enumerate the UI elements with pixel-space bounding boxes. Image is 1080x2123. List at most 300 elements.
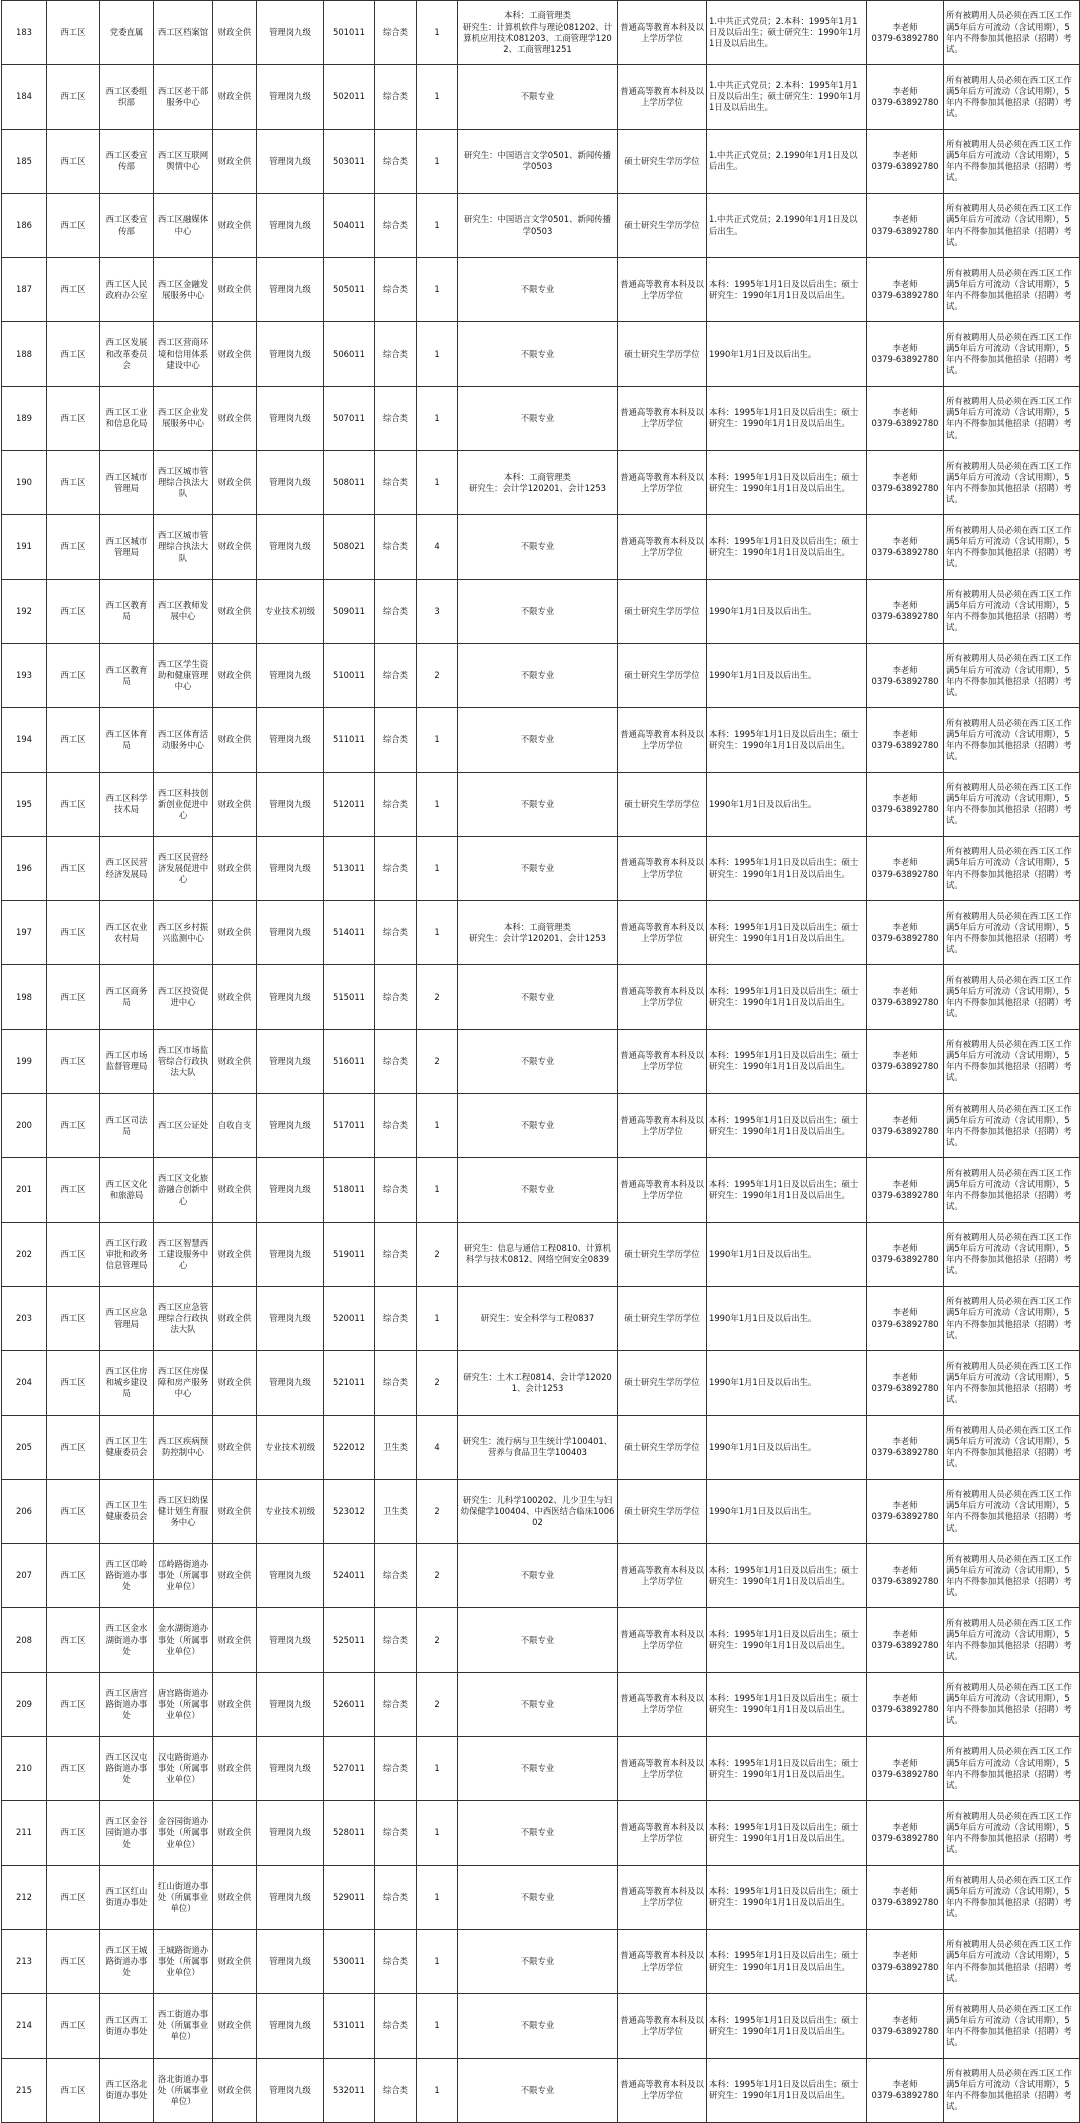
row-number-cell: 193 [2, 643, 47, 707]
headcount-cell: 1 [417, 1, 458, 65]
funding-type-cell: 财政全供 [213, 1158, 257, 1222]
county-cell: 西工区 [47, 1222, 100, 1286]
unit-name-cell: 西工区公证处 [154, 1094, 213, 1158]
funding-type-cell: 财政全供 [213, 65, 257, 129]
exam-category-cell: 综合类 [375, 1222, 417, 1286]
county-cell: 西工区 [47, 515, 100, 579]
headcount-cell: 2 [417, 1608, 458, 1672]
contact-cell: 李老师 0379-63892780 [867, 1351, 944, 1415]
education-requirement-cell: 普通高等教育本科及以上学历学位 [618, 1929, 707, 1993]
major-requirement-cell: 研究生：中国语言文学0501、新闻传播学0503 [458, 129, 618, 193]
major-requirement-cell: 不限专业 [458, 1158, 618, 1222]
other-requirements-cell: 本科：1995年1月1日及以后出生；硕士研究生：1990年1月1日及以后出生。 [707, 451, 867, 515]
county-cell: 西工区 [47, 1479, 100, 1543]
table-row [2, 643, 1080, 707]
county-cell: 西工区 [47, 129, 100, 193]
education-requirement-cell: 普通高等教育本科及以上学历学位 [618, 451, 707, 515]
funding-type-cell: 财政全供 [213, 579, 257, 643]
table-row [2, 65, 1080, 129]
department-cell: 西工区行政审批和政务信息管理局 [100, 1222, 154, 1286]
exam-category-cell: 综合类 [375, 1672, 417, 1736]
row-number-cell: 202 [2, 1222, 47, 1286]
position-code-cell: 512011 [324, 772, 375, 836]
position-level-cell: 管理岗九级 [257, 772, 324, 836]
other-requirements-cell: 本科：1995年1月1日及以后出生；硕士研究生：1990年1月1日及以后出生。 [707, 2058, 867, 2122]
headcount-cell: 2 [417, 965, 458, 1029]
position-level-cell: 管理岗九级 [257, 901, 324, 965]
position-code-cell: 501011 [324, 1, 375, 65]
county-cell: 西工区 [47, 1672, 100, 1736]
table-row [2, 258, 1080, 322]
county-cell: 西工区 [47, 451, 100, 515]
table-row [2, 1158, 1080, 1222]
unit-name-cell: 西工区应急管理综合行政执法大队 [154, 1286, 213, 1350]
exam-category-cell: 卫生类 [375, 1415, 417, 1479]
table-row [2, 1737, 1080, 1801]
position-level-cell: 管理岗九级 [257, 193, 324, 257]
major-requirement-cell: 研究生：信息与通信工程0810、计算机科学与技术0812、网络空间安全0839 [458, 1222, 618, 1286]
table-row [2, 708, 1080, 772]
other-requirements-cell: 1.中共正式党员；2.1990年1月1日及以后出生。 [707, 129, 867, 193]
education-requirement-cell: 普通高等教育本科及以上学历学位 [618, 1608, 707, 1672]
remarks-cell: 所有被聘用人员必须在西工区工作满5年后方可流动（含试用期），5年内不得参加其他招录（招聘）考试。 [944, 515, 1080, 579]
unit-name-cell: 西工区教师发展中心 [154, 579, 213, 643]
funding-type-cell: 财政全供 [213, 1672, 257, 1736]
remarks-cell: 所有被聘用人员必须在西工区工作满5年后方可流动（含试用期），5年内不得参加其他招录（招聘）考试。 [944, 836, 1080, 900]
other-requirements-cell: 本科：1995年1月1日及以后出生；硕士研究生：1990年1月1日及以后出生。 [707, 1158, 867, 1222]
headcount-cell: 1 [417, 1737, 458, 1801]
table-row [2, 1351, 1080, 1415]
remarks-cell: 所有被聘用人员必须在西工区工作满5年后方可流动（含试用期），5年内不得参加其他招录（招聘）考试。 [944, 65, 1080, 129]
exam-category-cell: 综合类 [375, 643, 417, 707]
education-requirement-cell: 普通高等教育本科及以上学历学位 [618, 1158, 707, 1222]
row-number-cell: 191 [2, 515, 47, 579]
county-cell: 西工区 [47, 65, 100, 129]
department-cell: 西工区教育局 [100, 579, 154, 643]
contact-cell: 李老师 0379-63892780 [867, 193, 944, 257]
education-requirement-cell: 普通高等教育本科及以上学历学位 [618, 1544, 707, 1608]
table-row [2, 1672, 1080, 1736]
other-requirements-cell: 本科：1995年1月1日及以后出生；硕士研究生：1990年1月1日及以后出生。 [707, 836, 867, 900]
other-requirements-cell: 1990年1月1日及以后出生。 [707, 772, 867, 836]
funding-type-cell: 财政全供 [213, 901, 257, 965]
row-number-cell: 213 [2, 1929, 47, 1993]
headcount-cell: 1 [417, 772, 458, 836]
county-cell: 西工区 [47, 901, 100, 965]
position-level-cell: 管理岗九级 [257, 1158, 324, 1222]
remarks-cell: 所有被聘用人员必须在西工区工作满5年后方可流动（含试用期），5年内不得参加其他招录（招聘）考试。 [944, 193, 1080, 257]
other-requirements-cell: 1990年1月1日及以后出生。 [707, 643, 867, 707]
row-number-cell: 187 [2, 258, 47, 322]
table-row [2, 579, 1080, 643]
funding-type-cell: 财政全供 [213, 772, 257, 836]
unit-name-cell: 西工区企业发展服务中心 [154, 386, 213, 450]
other-requirements-cell: 本科：1995年1月1日及以后出生；硕士研究生：1990年1月1日及以后出生。 [707, 1544, 867, 1608]
major-requirement-cell: 研究生：中国语言文学0501、新闻传播学0503 [458, 193, 618, 257]
table-row [2, 836, 1080, 900]
funding-type-cell: 财政全供 [213, 386, 257, 450]
exam-category-cell: 综合类 [375, 1737, 417, 1801]
position-code-cell: 519011 [324, 1222, 375, 1286]
headcount-cell: 3 [417, 579, 458, 643]
table-row [2, 1801, 1080, 1865]
position-code-cell: 518011 [324, 1158, 375, 1222]
remarks-cell: 所有被聘用人员必须在西工区工作满5年后方可流动（含试用期），5年内不得参加其他招录（招聘）考试。 [944, 1865, 1080, 1929]
contact-cell: 李老师 0379-63892780 [867, 1865, 944, 1929]
remarks-cell: 所有被聘用人员必须在西工区工作满5年后方可流动（含试用期），5年内不得参加其他招录（招聘）考试。 [944, 1801, 1080, 1865]
row-number-cell: 210 [2, 1737, 47, 1801]
department-cell: 西工区城市管理局 [100, 451, 154, 515]
contact-cell: 李老师 0379-63892780 [867, 1, 944, 65]
headcount-cell: 1 [417, 65, 458, 129]
major-requirement-cell: 不限专业 [458, 643, 618, 707]
funding-type-cell: 财政全供 [213, 965, 257, 1029]
other-requirements-cell: 本科：1995年1月1日及以后出生；硕士研究生：1990年1月1日及以后出生。 [707, 1737, 867, 1801]
education-requirement-cell: 普通高等教育本科及以上学历学位 [618, 901, 707, 965]
remarks-cell: 所有被聘用人员必须在西工区工作满5年后方可流动（含试用期），5年内不得参加其他招录（招聘）考试。 [944, 1029, 1080, 1093]
county-cell: 西工区 [47, 965, 100, 1029]
county-cell: 西工区 [47, 772, 100, 836]
funding-type-cell: 财政全供 [213, 836, 257, 900]
county-cell: 西工区 [47, 1094, 100, 1158]
education-requirement-cell: 普通高等教育本科及以上学历学位 [618, 65, 707, 129]
department-cell: 西工区金谷园街道办事处 [100, 1801, 154, 1865]
other-requirements-cell: 本科：1995年1月1日及以后出生；硕士研究生：1990年1月1日及以后出生。 [707, 515, 867, 579]
department-cell: 西工区应急管理局 [100, 1286, 154, 1350]
unit-name-cell: 西工区智慧西工建设服务中心 [154, 1222, 213, 1286]
funding-type-cell: 财政全供 [213, 1608, 257, 1672]
table-row [2, 1544, 1080, 1608]
position-level-cell: 管理岗九级 [257, 965, 324, 1029]
funding-type-cell: 财政全供 [213, 1479, 257, 1543]
other-requirements-cell: 1990年1月1日及以后出生。 [707, 1351, 867, 1415]
education-requirement-cell: 普通高等教育本科及以上学历学位 [618, 386, 707, 450]
headcount-cell: 1 [417, 386, 458, 450]
county-cell: 西工区 [47, 1158, 100, 1222]
major-requirement-cell: 不限专业 [458, 836, 618, 900]
education-requirement-cell: 普通高等教育本科及以上学历学位 [618, 515, 707, 579]
unit-name-cell: 西工区妇幼保健计划生育服务中心 [154, 1479, 213, 1543]
table-row [2, 515, 1080, 579]
remarks-cell: 所有被聘用人员必须在西工区工作满5年后方可流动（含试用期），5年内不得参加其他招录（招聘）考试。 [944, 386, 1080, 450]
remarks-cell: 所有被聘用人员必须在西工区工作满5年后方可流动（含试用期），5年内不得参加其他招录（招聘）考试。 [944, 772, 1080, 836]
county-cell: 西工区 [47, 1929, 100, 1993]
remarks-cell: 所有被聘用人员必须在西工区工作满5年后方可流动（含试用期），5年内不得参加其他招录（招聘）考试。 [944, 1544, 1080, 1608]
position-code-cell: 508021 [324, 515, 375, 579]
exam-category-cell: 综合类 [375, 772, 417, 836]
contact-cell: 李老师 0379-63892780 [867, 1608, 944, 1672]
major-requirement-cell: 不限专业 [458, 1544, 618, 1608]
remarks-cell: 所有被聘用人员必须在西工区工作满5年后方可流动（含试用期），5年内不得参加其他招录（招聘）考试。 [944, 1094, 1080, 1158]
remarks-cell: 所有被聘用人员必须在西工区工作满5年后方可流动（含试用期），5年内不得参加其他招录（招聘）考试。 [944, 1286, 1080, 1350]
remarks-cell: 所有被聘用人员必须在西工区工作满5年后方可流动（含试用期），5年内不得参加其他招录（招聘）考试。 [944, 1737, 1080, 1801]
exam-category-cell: 综合类 [375, 1286, 417, 1350]
education-requirement-cell: 普通高等教育本科及以上学历学位 [618, 965, 707, 1029]
position-code-cell: 528011 [324, 1801, 375, 1865]
funding-type-cell: 财政全供 [213, 1415, 257, 1479]
headcount-cell: 1 [417, 708, 458, 772]
department-cell: 西工区农业农村局 [100, 901, 154, 965]
county-cell: 西工区 [47, 386, 100, 450]
other-requirements-cell: 本科：1995年1月1日及以后出生；硕士研究生：1990年1月1日及以后出生。 [707, 1094, 867, 1158]
other-requirements-cell: 本科：1995年1月1日及以后出生；硕士研究生：1990年1月1日及以后出生。 [707, 708, 867, 772]
headcount-cell: 1 [417, 1865, 458, 1929]
headcount-cell: 1 [417, 1801, 458, 1865]
position-level-cell: 管理岗九级 [257, 515, 324, 579]
position-level-cell: 管理岗九级 [257, 1222, 324, 1286]
county-cell: 西工区 [47, 1737, 100, 1801]
headcount-cell: 1 [417, 1158, 458, 1222]
position-code-cell: 511011 [324, 708, 375, 772]
other-requirements-cell: 1990年1月1日及以后出生。 [707, 322, 867, 386]
exam-category-cell: 综合类 [375, 1865, 417, 1929]
funding-type-cell: 财政全供 [213, 1865, 257, 1929]
unit-name-cell: 西工区营商环境和信用体系建设中心 [154, 322, 213, 386]
major-requirement-cell: 本科：工商管理类 研究生：会计学120201、会计1253 [458, 901, 618, 965]
other-requirements-cell: 本科：1995年1月1日及以后出生；硕士研究生：1990年1月1日及以后出生。 [707, 1029, 867, 1093]
exam-category-cell: 综合类 [375, 258, 417, 322]
funding-type-cell: 财政全供 [213, 708, 257, 772]
row-number-cell: 185 [2, 129, 47, 193]
contact-cell: 李老师 0379-63892780 [867, 708, 944, 772]
education-requirement-cell: 硕士研究生学历学位 [618, 1415, 707, 1479]
row-number-cell: 197 [2, 901, 47, 965]
position-level-cell: 管理岗九级 [257, 1929, 324, 1993]
position-code-cell: 509011 [324, 579, 375, 643]
major-requirement-cell: 不限专业 [458, 1737, 618, 1801]
unit-name-cell: 西工区学生资助和健康管理中心 [154, 643, 213, 707]
department-cell: 西工区住房和城乡建设局 [100, 1351, 154, 1415]
position-level-cell: 管理岗九级 [257, 258, 324, 322]
other-requirements-cell: 本科：1995年1月1日及以后出生；硕士研究生：1990年1月1日及以后出生。 [707, 1865, 867, 1929]
table-row [2, 129, 1080, 193]
position-level-cell: 管理岗九级 [257, 1801, 324, 1865]
other-requirements-cell: 1990年1月1日及以后出生。 [707, 1222, 867, 1286]
table-row [2, 1, 1080, 65]
position-level-cell: 管理岗九级 [257, 1029, 324, 1093]
other-requirements-cell: 本科：1995年1月1日及以后出生；硕士研究生：1990年1月1日及以后出生。 [707, 901, 867, 965]
unit-name-cell: 西工区档案馆 [154, 1, 213, 65]
headcount-cell: 2 [417, 1222, 458, 1286]
other-requirements-cell: 本科：1995年1月1日及以后出生；硕士研究生：1990年1月1日及以后出生。 [707, 386, 867, 450]
headcount-cell: 1 [417, 1994, 458, 2058]
education-requirement-cell: 普通高等教育本科及以上学历学位 [618, 1672, 707, 1736]
education-requirement-cell: 硕士研究生学历学位 [618, 322, 707, 386]
exam-category-cell: 综合类 [375, 1929, 417, 1993]
position-code-cell: 506011 [324, 322, 375, 386]
exam-category-cell: 综合类 [375, 193, 417, 257]
funding-type-cell: 财政全供 [213, 258, 257, 322]
county-cell: 西工区 [47, 1865, 100, 1929]
table-row [2, 1094, 1080, 1158]
table-row [2, 193, 1080, 257]
headcount-cell: 1 [417, 1929, 458, 1993]
position-level-cell: 管理岗九级 [257, 451, 324, 515]
other-requirements-cell: 1990年1月1日及以后出生。 [707, 1286, 867, 1350]
position-code-cell: 504011 [324, 193, 375, 257]
funding-type-cell: 财政全供 [213, 2058, 257, 2122]
major-requirement-cell: 不限专业 [458, 772, 618, 836]
headcount-cell: 1 [417, 322, 458, 386]
table-row [2, 1865, 1080, 1929]
remarks-cell: 所有被聘用人员必须在西工区工作满5年后方可流动（含试用期），5年内不得参加其他招录（招聘）考试。 [944, 322, 1080, 386]
headcount-cell: 1 [417, 193, 458, 257]
unit-name-cell: 红山街道办事处（所属事业单位） [154, 1865, 213, 1929]
contact-cell: 李老师 0379-63892780 [867, 1029, 944, 1093]
contact-cell: 李老师 0379-63892780 [867, 386, 944, 450]
funding-type-cell: 财政全供 [213, 515, 257, 579]
position-code-cell: 514011 [324, 901, 375, 965]
exam-category-cell: 综合类 [375, 2058, 417, 2122]
education-requirement-cell: 硕士研究生学历学位 [618, 643, 707, 707]
exam-category-cell: 综合类 [375, 1608, 417, 1672]
position-code-cell: 525011 [324, 1608, 375, 1672]
contact-cell: 李老师 0379-63892780 [867, 1158, 944, 1222]
row-number-cell: 195 [2, 772, 47, 836]
funding-type-cell: 财政全供 [213, 1222, 257, 1286]
funding-type-cell: 财政全供 [213, 193, 257, 257]
remarks-cell: 所有被聘用人员必须在西工区工作满5年后方可流动（含试用期），5年内不得参加其他招录（招聘）考试。 [944, 1158, 1080, 1222]
position-code-cell: 516011 [324, 1029, 375, 1093]
county-cell: 西工区 [47, 836, 100, 900]
remarks-cell: 所有被聘用人员必须在西工区工作满5年后方可流动（含试用期），5年内不得参加其他招录（招聘）考试。 [944, 1, 1080, 65]
unit-name-cell: 金水湖街道办事处（所属事业单位） [154, 1608, 213, 1672]
education-requirement-cell: 普通高等教育本科及以上学历学位 [618, 2058, 707, 2122]
row-number-cell: 186 [2, 193, 47, 257]
row-number-cell: 192 [2, 579, 47, 643]
county-cell: 西工区 [47, 708, 100, 772]
major-requirement-cell: 不限专业 [458, 1672, 618, 1736]
department-cell: 西工区市场监督管理局 [100, 1029, 154, 1093]
table-row [2, 2058, 1080, 2122]
county-cell: 西工区 [47, 1608, 100, 1672]
row-number-cell: 194 [2, 708, 47, 772]
major-requirement-cell: 不限专业 [458, 1994, 618, 2058]
unit-name-cell: 西工区互联网舆情中心 [154, 129, 213, 193]
headcount-cell: 1 [417, 836, 458, 900]
exam-category-cell: 综合类 [375, 1994, 417, 2058]
unit-name-cell: 西工区金融发展服务中心 [154, 258, 213, 322]
county-cell: 西工区 [47, 193, 100, 257]
funding-type-cell: 财政全供 [213, 1286, 257, 1350]
exam-category-cell: 综合类 [375, 1029, 417, 1093]
exam-category-cell: 综合类 [375, 1801, 417, 1865]
department-cell: 西工区科学技术局 [100, 772, 154, 836]
funding-type-cell: 财政全供 [213, 1801, 257, 1865]
unit-name-cell: 西工区体育活动服务中心 [154, 708, 213, 772]
position-level-cell: 管理岗九级 [257, 643, 324, 707]
contact-cell: 李老师 0379-63892780 [867, 515, 944, 579]
position-code-cell: 523012 [324, 1479, 375, 1543]
contact-cell: 李老师 0379-63892780 [867, 2058, 944, 2122]
funding-type-cell: 财政全供 [213, 1029, 257, 1093]
position-level-cell: 管理岗九级 [257, 386, 324, 450]
position-code-cell: 521011 [324, 1351, 375, 1415]
headcount-cell: 2 [417, 643, 458, 707]
remarks-cell: 所有被聘用人员必须在西工区工作满5年后方可流动（含试用期），5年内不得参加其他招录（招聘）考试。 [944, 708, 1080, 772]
contact-cell: 李老师 0379-63892780 [867, 579, 944, 643]
contact-cell: 李老师 0379-63892780 [867, 901, 944, 965]
education-requirement-cell: 普通高等教育本科及以上学历学位 [618, 1, 707, 65]
recruitment-table [1, 0, 1080, 2123]
department-cell: 党委直属 [100, 1, 154, 65]
headcount-cell: 2 [417, 1479, 458, 1543]
unit-name-cell: 西工区科技创新创业促进中心 [154, 772, 213, 836]
position-code-cell: 522012 [324, 1415, 375, 1479]
contact-cell: 李老师 0379-63892780 [867, 451, 944, 515]
education-requirement-cell: 普通高等教育本科及以上学历学位 [618, 1094, 707, 1158]
position-level-cell: 管理岗九级 [257, 1, 324, 65]
headcount-cell: 1 [417, 1094, 458, 1158]
position-code-cell: 515011 [324, 965, 375, 1029]
table-row [2, 1415, 1080, 1479]
remarks-cell: 所有被聘用人员必须在西工区工作满5年后方可流动（含试用期），5年内不得参加其他招录（招聘）考试。 [944, 2058, 1080, 2122]
department-cell: 西工区洛北街道办事处 [100, 2058, 154, 2122]
major-requirement-cell: 不限专业 [458, 965, 618, 1029]
contact-cell: 李老师 0379-63892780 [867, 258, 944, 322]
row-number-cell: 215 [2, 2058, 47, 2122]
county-cell: 西工区 [47, 322, 100, 386]
remarks-cell: 所有被聘用人员必须在西工区工作满5年后方可流动（含试用期），5年内不得参加其他招录（招聘）考试。 [944, 258, 1080, 322]
other-requirements-cell: 1.中共正式党员；2.本科：1995年1月1日及以后出生；硕士研究生：1990年1月1日及以后出生。 [707, 65, 867, 129]
table-row [2, 965, 1080, 1029]
remarks-cell: 所有被聘用人员必须在西工区工作满5年后方可流动（含试用期），5年内不得参加其他招录（招聘）考试。 [944, 965, 1080, 1029]
contact-cell: 李老师 0379-63892780 [867, 129, 944, 193]
contact-cell: 李老师 0379-63892780 [867, 1544, 944, 1608]
contact-cell: 李老师 0379-63892780 [867, 772, 944, 836]
position-level-cell: 管理岗九级 [257, 2058, 324, 2122]
headcount-cell: 1 [417, 901, 458, 965]
row-number-cell: 208 [2, 1608, 47, 1672]
education-requirement-cell: 普通高等教育本科及以上学历学位 [618, 1801, 707, 1865]
table-row [2, 1994, 1080, 2058]
other-requirements-cell: 1.中共正式党员；2.1990年1月1日及以后出生。 [707, 193, 867, 257]
row-number-cell: 188 [2, 322, 47, 386]
education-requirement-cell: 硕士研究生学历学位 [618, 1222, 707, 1286]
table-row [2, 1286, 1080, 1350]
row-number-cell: 203 [2, 1286, 47, 1350]
funding-type-cell: 财政全供 [213, 643, 257, 707]
table-row [2, 1608, 1080, 1672]
remarks-cell: 所有被聘用人员必须在西工区工作满5年后方可流动（含试用期），5年内不得参加其他招录（招聘）考试。 [944, 1994, 1080, 2058]
department-cell: 西工区民营经济发展局 [100, 836, 154, 900]
position-level-cell: 管理岗九级 [257, 836, 324, 900]
unit-name-cell: 唐宫路街道办事处（所属事业单位） [154, 1672, 213, 1736]
other-requirements-cell: 本科：1995年1月1日及以后出生；硕士研究生：1990年1月1日及以后出生。 [707, 1929, 867, 1993]
education-requirement-cell: 普通高等教育本科及以上学历学位 [618, 708, 707, 772]
headcount-cell: 4 [417, 515, 458, 579]
department-cell: 西工区金水湖街道办事处 [100, 1608, 154, 1672]
county-cell: 西工区 [47, 579, 100, 643]
major-requirement-cell: 不限专业 [458, 579, 618, 643]
position-level-cell: 管理岗九级 [257, 1544, 324, 1608]
position-level-cell: 管理岗九级 [257, 1094, 324, 1158]
row-number-cell: 214 [2, 1994, 47, 2058]
education-requirement-cell: 普通高等教育本科及以上学历学位 [618, 1737, 707, 1801]
exam-category-cell: 综合类 [375, 322, 417, 386]
funding-type-cell: 财政全供 [213, 129, 257, 193]
department-cell: 西工区卫生健康委员会 [100, 1479, 154, 1543]
remarks-cell: 所有被聘用人员必须在西工区工作满5年后方可流动（含试用期），5年内不得参加其他招录（招聘）考试。 [944, 643, 1080, 707]
unit-name-cell: 洛北街道办事处（所属事业单位） [154, 2058, 213, 2122]
headcount-cell: 1 [417, 2058, 458, 2122]
exam-category-cell: 综合类 [375, 129, 417, 193]
position-code-cell: 524011 [324, 1544, 375, 1608]
row-number-cell: 209 [2, 1672, 47, 1736]
position-code-cell: 510011 [324, 643, 375, 707]
department-cell: 西工区体育局 [100, 708, 154, 772]
exam-category-cell: 综合类 [375, 1094, 417, 1158]
